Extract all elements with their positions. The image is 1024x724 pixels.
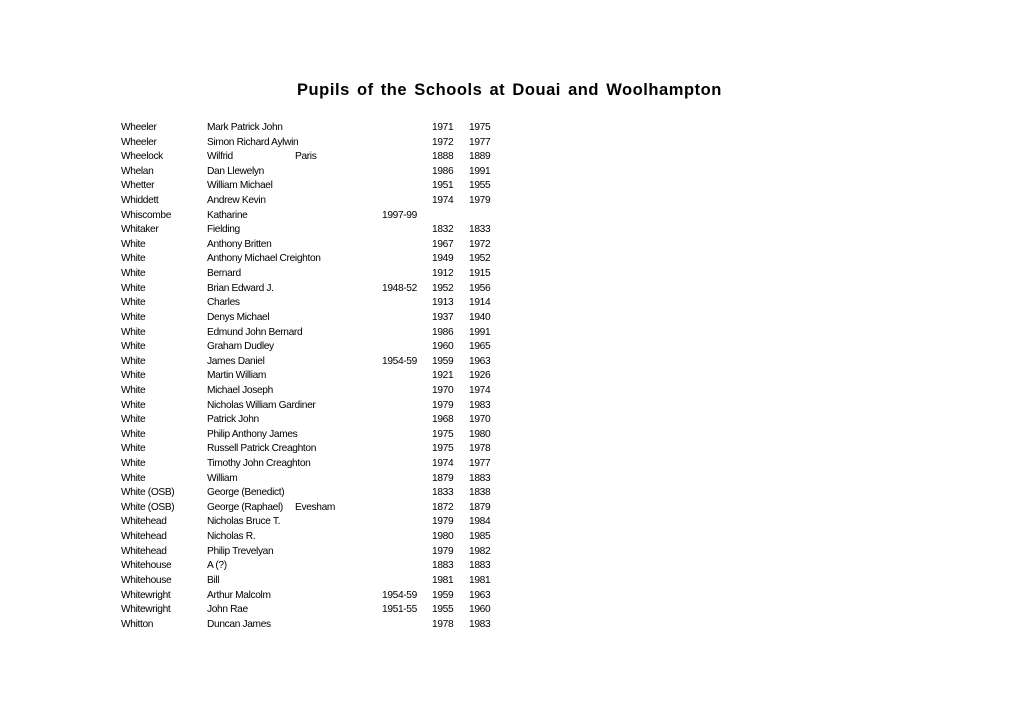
table-row: [0, 136, 1024, 151]
year-to-cell: 1960: [469, 604, 491, 616]
table-row: [0, 326, 1024, 341]
year-from-cell: 1937: [432, 311, 454, 323]
year-from-cell: 1970: [432, 384, 454, 396]
table-row: [0, 165, 1024, 180]
table-row: [0, 121, 1024, 136]
forenames-cell: Philip Trevelyan: [207, 545, 274, 557]
table-row: [0, 442, 1024, 457]
year-from-cell: 1960: [432, 341, 454, 353]
year-to-cell: 1883: [469, 560, 491, 572]
table-row: [0, 603, 1024, 618]
year-from-cell: 1952: [432, 282, 454, 294]
surname-cell: Whetter: [121, 180, 155, 192]
surname-cell: White: [121, 384, 146, 396]
year-from-cell: 1951: [432, 180, 454, 192]
table-row: [0, 472, 1024, 487]
table-row: [0, 194, 1024, 209]
surname-cell: Whiddett: [121, 195, 159, 207]
place-cell: Evesham: [295, 501, 336, 513]
table-row: [0, 618, 1024, 633]
surname-cell: Whelan: [121, 165, 154, 177]
surname-cell: Wheeler: [121, 136, 157, 148]
year-to-cell: 1833: [469, 224, 491, 236]
year-from-cell: 1959: [432, 589, 454, 601]
forenames-cell: Timothy John Creaghton: [207, 458, 311, 470]
forenames-cell: William Michael: [207, 180, 273, 192]
year-to-cell: 1963: [469, 355, 491, 367]
year-from-cell: 1955: [432, 604, 454, 616]
year-to-cell: 1991: [469, 326, 491, 338]
year-from-cell: 1913: [432, 297, 454, 309]
table-row: [0, 355, 1024, 370]
table-row: [0, 267, 1024, 282]
table-row: [0, 252, 1024, 267]
forenames-cell: Bill: [207, 574, 220, 586]
forenames-cell: Simon Richard Aylwin: [207, 136, 299, 148]
table-row: [0, 501, 1024, 516]
surname-cell: Wheelock: [121, 151, 163, 163]
year-from-cell: 1833: [432, 487, 454, 499]
forenames-cell: Denys Michael: [207, 311, 270, 323]
forenames-cell: Patrick John: [207, 414, 259, 426]
forenames-cell: Fielding: [207, 224, 240, 236]
table-row: [0, 545, 1024, 560]
year-to-cell: 1883: [469, 472, 491, 484]
table-row: [0, 589, 1024, 604]
year-to-cell: 1974: [469, 384, 491, 396]
year-from-cell: 1949: [432, 253, 454, 265]
year-from-cell: 1979: [432, 399, 454, 411]
forenames-cell: Anthony Britten: [207, 238, 272, 250]
surname-cell: Whitehouse: [121, 574, 172, 586]
surname-cell: White: [121, 414, 146, 426]
year-span-cell: 1997-99: [382, 209, 417, 221]
forenames-cell: Brian Edward J.: [207, 282, 274, 294]
surname-cell: White: [121, 399, 146, 411]
year-from-cell: 1978: [432, 618, 454, 630]
table-row: [0, 209, 1024, 224]
year-span-cell: 1954-59: [382, 355, 417, 367]
place-cell: Paris: [295, 151, 317, 163]
year-from-cell: 1979: [432, 516, 454, 528]
forenames-cell: Martin William: [207, 370, 267, 382]
surname-cell: White: [121, 370, 146, 382]
surname-cell: White: [121, 443, 146, 455]
year-from-cell: 1986: [432, 165, 454, 177]
year-from-cell: 1974: [432, 195, 454, 207]
year-from-cell: 1972: [432, 136, 454, 148]
year-to-cell: 1977: [469, 458, 491, 470]
table-row: [0, 399, 1024, 414]
forenames-cell: Duncan James: [207, 618, 271, 630]
year-span-cell: 1951-55: [382, 604, 417, 616]
forenames-cell: Mark Patrick John: [207, 122, 283, 133]
year-from-cell: 1981: [432, 574, 454, 586]
year-from-cell: 1980: [432, 531, 454, 543]
forenames-cell: George (Benedict): [207, 487, 285, 499]
year-from-cell: 1971: [432, 122, 454, 133]
forenames-cell: A (?): [207, 560, 227, 572]
table-row: [0, 413, 1024, 428]
table-row: [0, 296, 1024, 311]
year-from-cell: 1967: [432, 238, 454, 250]
year-to-cell: 1975: [469, 122, 491, 133]
year-to-cell: 1979: [469, 195, 491, 207]
forenames-cell: Andrew Kevin: [207, 195, 266, 207]
surname-cell: White (OSB): [121, 487, 175, 499]
year-from-cell: 1986: [432, 326, 454, 338]
year-to-cell: 1963: [469, 589, 491, 601]
surname-cell: White: [121, 253, 146, 265]
surname-cell: Whitehead: [121, 545, 167, 557]
forenames-cell: Russell Patrick Creaghton: [207, 443, 317, 455]
table-row: [0, 238, 1024, 253]
year-to-cell: 1914: [469, 297, 491, 309]
pupil-roster: [0, 121, 1024, 632]
table-row: [0, 530, 1024, 545]
year-to-cell: 1984: [469, 516, 491, 528]
forenames-cell: John Rae: [207, 604, 248, 616]
year-from-cell: 1921: [432, 370, 454, 382]
table-row: [0, 282, 1024, 297]
year-to-cell: 1991: [469, 165, 491, 177]
forenames-cell: James Daniel: [207, 355, 265, 367]
table-row: [0, 574, 1024, 589]
forenames-cell: Wilfrid: [207, 151, 233, 163]
year-to-cell: 1978: [469, 443, 491, 455]
forenames-cell: Philip Anthony James: [207, 428, 298, 440]
table-row: [0, 311, 1024, 326]
year-from-cell: 1883: [432, 560, 454, 572]
table-row: [0, 559, 1024, 574]
table-row: [0, 223, 1024, 238]
surname-cell: White: [121, 326, 146, 338]
table-row: [0, 428, 1024, 443]
year-from-cell: 1959: [432, 355, 454, 367]
surname-cell: Whiscombe: [121, 209, 172, 221]
year-span-cell: 1954-59: [382, 589, 417, 601]
table-row: [0, 179, 1024, 194]
table-row: [0, 340, 1024, 355]
year-from-cell: 1888: [432, 151, 454, 163]
year-to-cell: 1983: [469, 399, 491, 411]
year-from-cell: 1979: [432, 545, 454, 557]
year-from-cell: 1975: [432, 443, 454, 455]
forenames-cell: Nicholas R.: [207, 531, 256, 543]
year-to-cell: 1879: [469, 501, 491, 513]
year-to-cell: 1889: [469, 151, 491, 163]
surname-cell: Whitehead: [121, 531, 167, 543]
forenames-cell: Dan Llewelyn: [207, 165, 264, 177]
year-to-cell: 1983: [469, 618, 491, 630]
forenames-cell: Charles: [207, 297, 240, 309]
surname-cell: White: [121, 297, 146, 309]
surname-cell: White: [121, 311, 146, 323]
surname-cell: Whitewright: [121, 604, 171, 616]
surname-cell: White: [121, 282, 146, 294]
table-row: [0, 457, 1024, 472]
year-from-cell: 1872: [432, 501, 454, 513]
surname-cell: Whitehouse: [121, 560, 172, 572]
year-from-cell: 1912: [432, 268, 454, 280]
table-row: [0, 515, 1024, 530]
table-row: [0, 369, 1024, 384]
surname-cell: Whitewright: [121, 589, 171, 601]
year-to-cell: 1838: [469, 487, 491, 499]
year-from-cell: 1975: [432, 428, 454, 440]
surname-cell: White (OSB): [121, 501, 175, 513]
forenames-cell: Anthony Michael Creighton: [207, 253, 321, 265]
table-row: [0, 150, 1024, 165]
year-to-cell: 1985: [469, 531, 491, 543]
year-to-cell: 1956: [469, 282, 491, 294]
year-to-cell: 1972: [469, 238, 491, 250]
year-from-cell: 1968: [432, 414, 454, 426]
surname-cell: White: [121, 268, 146, 280]
year-to-cell: 1915: [469, 268, 491, 280]
year-to-cell: 1955: [469, 180, 491, 192]
forenames-cell: William: [207, 472, 238, 484]
year-from-cell: 1832: [432, 224, 454, 236]
forenames-cell: Edmund John Bernard: [207, 326, 303, 338]
table-row: [0, 384, 1024, 399]
forenames-cell: Katharine: [207, 209, 248, 221]
page-title: Pupils of the Schools at Douai and Woolhampton: [297, 81, 722, 99]
forenames-cell: Nicholas Bruce T.: [207, 516, 281, 528]
forenames-cell: Arthur Malcolm: [207, 589, 271, 601]
year-to-cell: 1982: [469, 545, 491, 557]
year-to-cell: 1980: [469, 428, 491, 440]
surname-cell: Whitehead: [121, 516, 167, 528]
year-to-cell: 1977: [469, 136, 491, 148]
year-to-cell: 1981: [469, 574, 491, 586]
year-to-cell: 1965: [469, 341, 491, 353]
surname-cell: White: [121, 428, 146, 440]
surname-cell: White: [121, 238, 146, 250]
year-to-cell: 1952: [469, 253, 491, 265]
table-row: [0, 486, 1024, 501]
year-to-cell: 1926: [469, 370, 491, 382]
forenames-cell: Nicholas William Gardiner: [207, 399, 316, 411]
surname-cell: Whitton: [121, 618, 154, 630]
year-from-cell: 1974: [432, 458, 454, 470]
surname-cell: White: [121, 355, 146, 367]
surname-cell: White: [121, 472, 146, 484]
surname-cell: Whitaker: [121, 224, 159, 236]
year-span-cell: 1948-52: [382, 282, 417, 294]
forenames-cell: Michael Joseph: [207, 384, 273, 396]
surname-cell: White: [121, 458, 146, 470]
year-to-cell: 1970: [469, 414, 491, 426]
year-from-cell: 1879: [432, 472, 454, 484]
surname-cell: White: [121, 341, 146, 353]
forenames-cell: George (Raphael): [207, 501, 283, 513]
forenames-cell: Bernard: [207, 268, 241, 280]
year-to-cell: 1940: [469, 311, 491, 323]
forenames-cell: Graham Dudley: [207, 341, 274, 353]
surname-cell: Wheeler: [121, 122, 157, 133]
